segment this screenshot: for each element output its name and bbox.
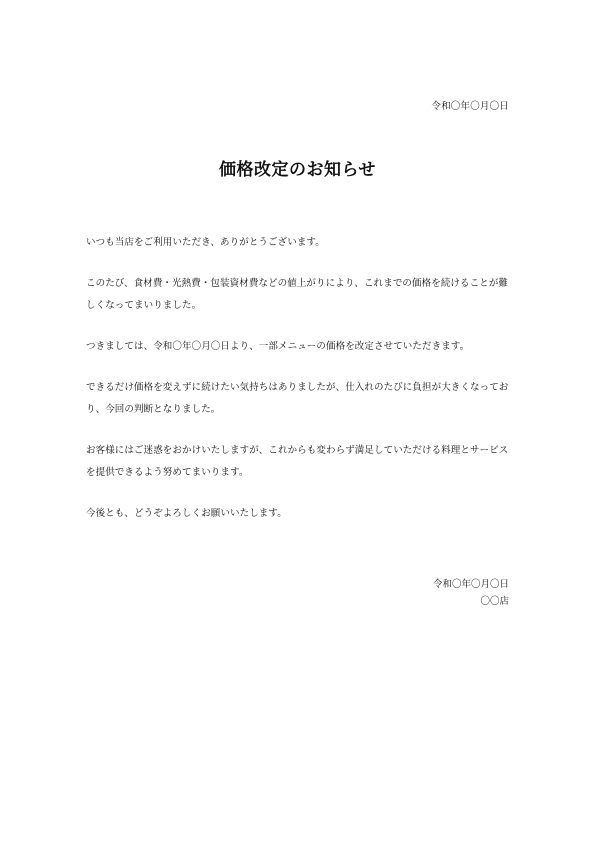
- header-date: 令和〇年〇月〇日: [431, 101, 509, 112]
- paragraph-explanation: できるだけ価格を変えずに続けたい気持ちはありましたが、仕入れのたびに負担が大きくなっており、今回の判断となりました。: [86, 382, 509, 415]
- paragraph-announcement: つきましては、令和〇年〇月〇日より、一部メニューの価格を改定させていただきます。: [86, 341, 470, 352]
- store-name: 〇〇店: [480, 596, 509, 607]
- paragraph-apology: お客様にはご迷惑をおかけいたしますが、これからも変わらず満足していただける料理とサービスを提供できるよう努めてまいります。: [86, 445, 509, 478]
- paragraph-closing-remark: 今後とも、どうぞよろしくお願いいたします。: [86, 508, 287, 519]
- paragraph-reason: このたび、食材費・光熱費・包装資材費などの値上がりにより、これまでの価格を続けることが難しくなってまいりました。: [86, 278, 509, 311]
- closing-date: 令和〇年〇月〇日: [432, 579, 509, 590]
- closing-block: [433, 576, 509, 610]
- paragraph-greeting: いつも当店をご利用いただき、ありがとうございます。: [86, 237, 325, 248]
- document-title: 価格改定のお知らせ: [219, 160, 376, 180]
- document-body: [86, 232, 512, 544]
